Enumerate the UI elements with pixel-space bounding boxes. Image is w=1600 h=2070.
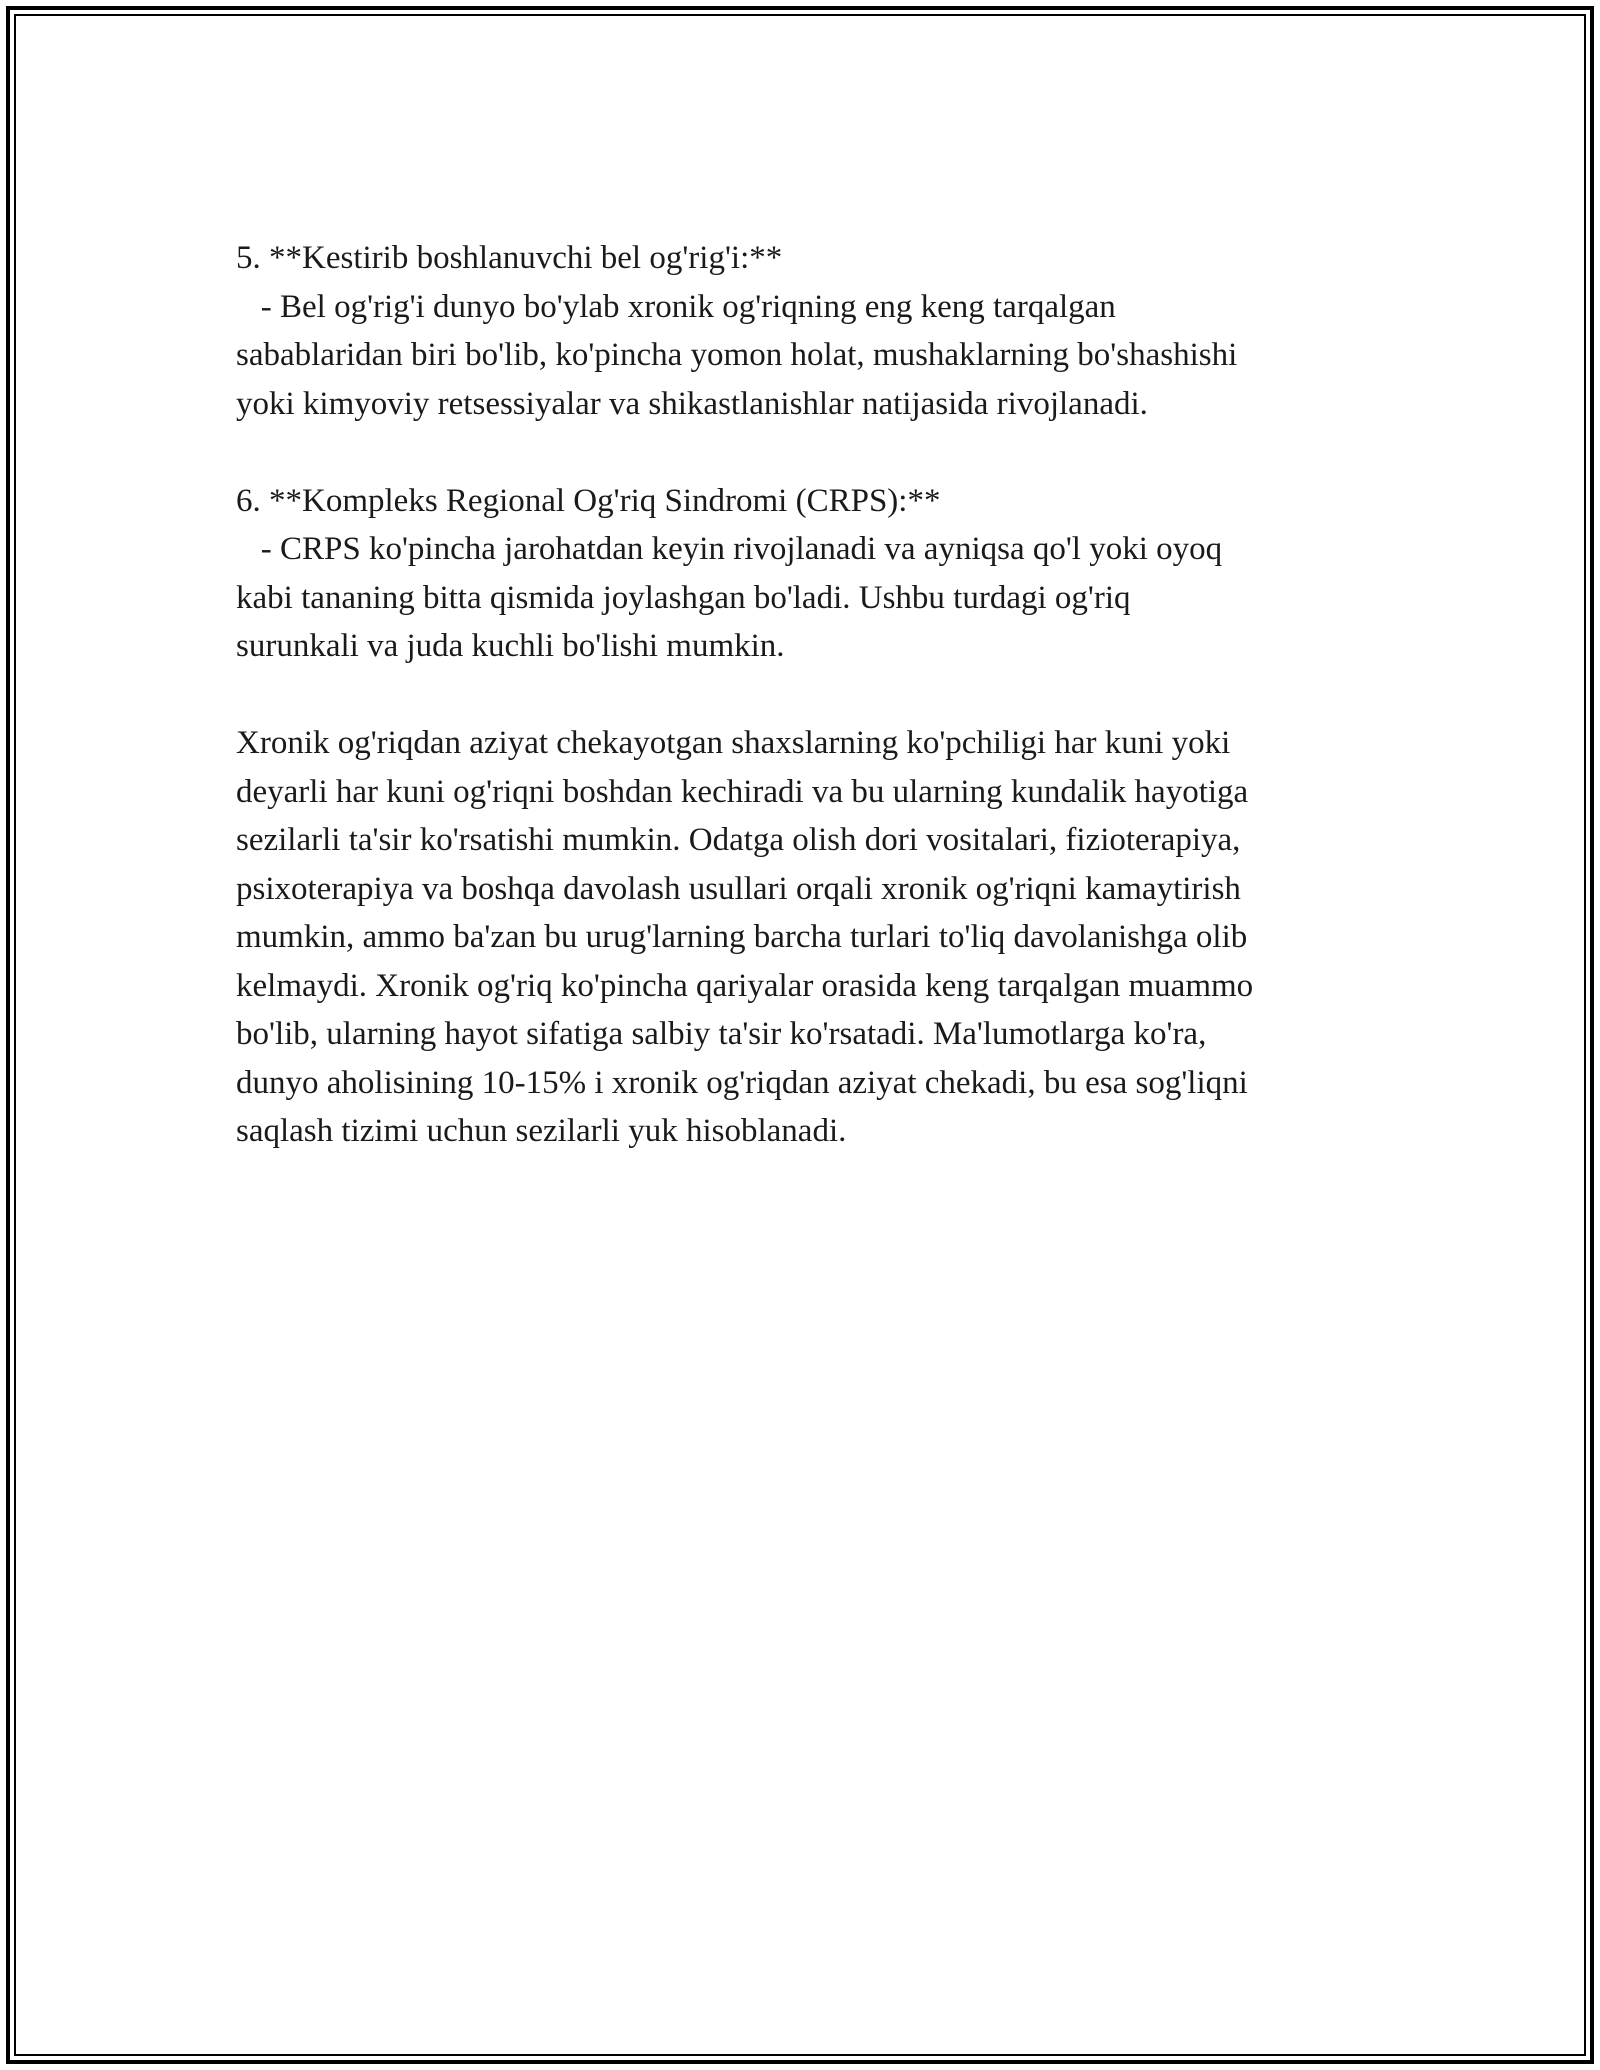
list-item-text-line: yoki kimyoviy retsessiyalar va shikastlanishlar natijasida rivojlanadi. xyxy=(236,385,1148,422)
paragraph-line: dunyo aholisining 10-15% i xronik og'riqdan aziyat chekadi, bu esa sog'liqni xyxy=(236,1064,1248,1101)
list-item-text-line: surunkali va juda kuchli bo'lishi mumkin. xyxy=(236,628,785,664)
summary-paragraph xyxy=(236,719,1376,1156)
paragraph-line: psixoterapiya va boshqa davolash usullari orqali xronik og'riqni kamaytirish xyxy=(236,870,1241,907)
paragraph-line: bo'lib, ularning hayot sifatiga salbiy ta'sir ko'rsatadi. Ma'lumotlarga ko'ra, xyxy=(236,1016,1207,1052)
list-item-text-line: kabi tananing bitta qismida joylashgan bo'ladi. Ushbu turdagi og'riq xyxy=(236,579,1131,616)
list-item-text-line: - CRPS ko'pincha jarohatdan keyin rivojlanadi va ayniqsa qo'l yoki oyoq xyxy=(236,531,1223,567)
paragraph-line: mumkin, ammo ba'zan bu urug'larning barcha turlari to'liq davolanishga olib xyxy=(236,919,1248,955)
paragraph-line: deyarli har kuni og'riqni boshdan kechiradi va bu ularning kundalik hayotiga xyxy=(236,773,1249,810)
list-item-heading: 6. **Kompleks Regional Og'riq Sindromi (CRPS):** xyxy=(236,482,941,519)
list-item-6 xyxy=(236,477,1376,671)
list-item-heading: 5. **Kestirib boshlanuvchi bel og'rig'i:** xyxy=(236,240,783,276)
paragraph-line: kelmaydi. Xronik og'riq ko'pincha qariyalar orasida keng tarqalgan muammo xyxy=(236,967,1254,1004)
document-body xyxy=(236,234,1376,1204)
paragraph-line: sezilarli ta'sir ko'rsatishi mumkin. Odatga olish dori vositalari, fizioterapiya, xyxy=(236,822,1241,858)
paragraph-line: Xronik og'riqdan aziyat chekayotgan shaxslarning ko'pchiligi har kuni yoki xyxy=(236,725,1231,761)
list-item-text-line: sabablaridan biri bo'lib, ko'pincha yomon holat, mushaklarning bo'shashishi xyxy=(236,337,1238,373)
list-item-5 xyxy=(236,234,1376,428)
list-item-text-line: - Bel og'rig'i dunyo bo'ylab xronik og'riqning eng keng tarqalgan xyxy=(236,288,1116,325)
paragraph-line: saqlash tizimi uchun sezilarli yuk hisoblanadi. xyxy=(236,1113,847,1149)
